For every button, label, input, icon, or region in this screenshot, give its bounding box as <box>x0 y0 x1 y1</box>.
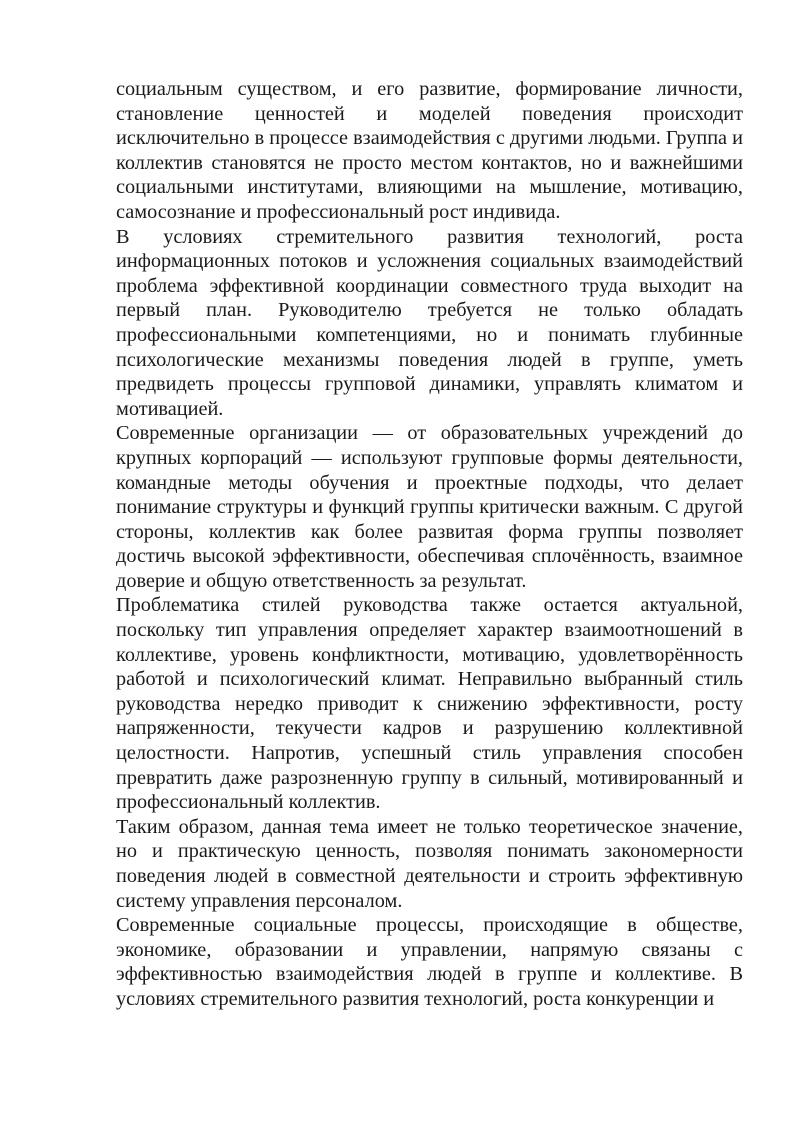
document-text-body <box>116 77 743 1012</box>
paragraph-5: Таким образом, данная тема имеет не только теоретическое значение, но и практическую ценность, позволяя понимать закономерности поведения людей в совместной деятельности и строить эффективную систему управления персоналом. <box>116 815 743 912</box>
paragraph-6: Современные социальные процессы, происходящие в обществе, экономике, образовании и управлении, напрямую связаны с эффективностью взаимодействия людей в группе и коллективе. В условиях стремительного развития технологий, роста конкуренции и <box>116 914 743 1010</box>
paragraph-1: социальным существом, и его развитие, формирование личности, становление ценностей и моделей поведения происходит исключительно в процессе взаимодействия с другими людьми. Группа и коллектив становятся не просто местом контактов, но и важнейшими социальными институтами, влияющими на мышление, мотивацию, самосознание и профессиональный рост индивида. <box>116 78 743 223</box>
paragraph-3: Современные организации — от образовательных учреждений до крупных корпораций — используют групповые формы деятельности, командные методы обучения и проектные подходы, что делает понимание структуры и функций группы критически важным. С другой стороны, коллектив как более развитая форма группы позволяет достичь высокой эффективности, обеспечивая сплочённость, взаимное доверие и общую ответственность за результат. <box>116 422 743 592</box>
paragraph-4: Проблематика стилей руководства также остается актуальной, поскольку тип управления определяет характер взаимоотношений в коллективе, уровень конфликтности, мотивацию, удовлетворённость работой и психологический климат. Неправильно выбранный стиль руководства нередко приводит к снижению эффективности, росту напряженности, текучести кадров и разрушению коллективной целостности. Напротив, успешный стиль управления способен превратить даже разрозненную группу в сильный, мотивированный и профессиональный коллектив. <box>116 594 743 814</box>
paragraph-2: В условиях стремительного развития технологий, роста информационных потоков и усложнения социальных взаимодействий проблема эффективной координации совместного труда выходит на первый план. Руководителю требуется не только обладать профессиональными компетенциями, но и понимать глубинные психологические механизмы поведения людей в группе, уметь предвидеть процессы групповой динамики, управлять климатом и мотивацией. <box>116 225 743 420</box>
